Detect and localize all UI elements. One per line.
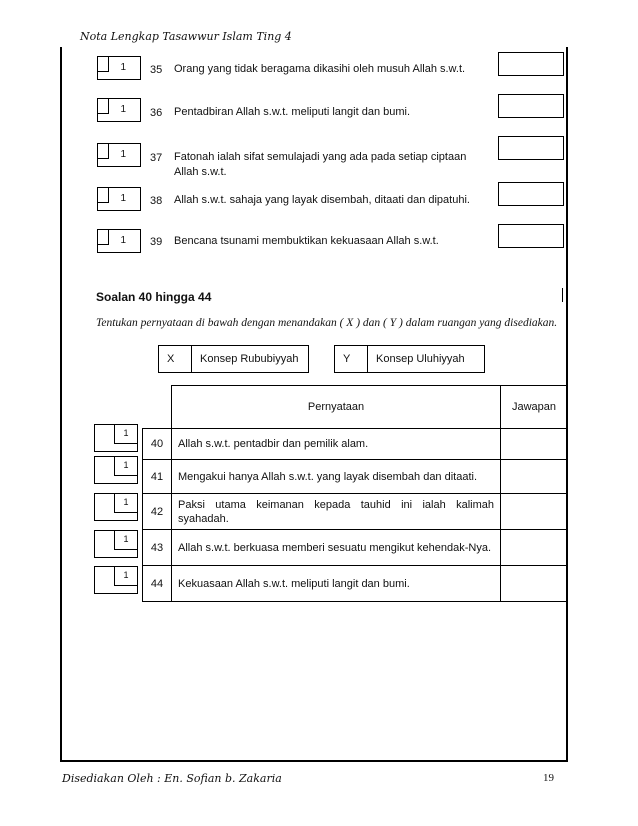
section-instruction: Tentukan pernyataan di bawah dengan menandakan ( X ) dan ( Y ) dalam ruangan yang disediakan. [96,317,558,329]
mark-value: 1 [114,567,137,586]
answer-box[interactable] [498,94,564,118]
table-row [143,566,568,602]
question-text: Allah s.w.t. sahaja yang layak disembah, ditaati dan dipatuhi. [174,194,470,206]
row-statement: Paksi utama keimanan kepada tauhid ini ialah kalimah syahadah. [172,494,501,530]
mark-box [94,493,138,521]
page-footer: Disediakan Oleh : En. Sofian b. Zakaria [62,772,282,785]
page-number: 19 [543,772,554,784]
page-header: Nota Lengkap Tasawwur Islam Ting 4 [80,30,292,43]
statement-table [142,385,568,602]
mark-value: 1 [120,104,126,115]
table-row [143,530,568,566]
mark-box [97,56,141,80]
question-number: 37 [150,152,163,164]
mark-value: 1 [120,149,126,160]
answer-box[interactable] [498,182,564,206]
mark-value: 1 [120,193,126,204]
table-row [143,494,568,530]
mark-value: 1 [114,531,137,550]
question-text: Orang yang tidak beragama dikasihi oleh musuh Allah s.w.t. [174,63,466,75]
question-text: Pentadbiran Allah s.w.t. meliputi langit dan bumi. [174,106,411,118]
question-number: 35 [150,64,163,76]
row-number: 43 [143,530,172,566]
row-number: 44 [143,566,172,602]
row-statement: Mengakui hanya Allah s.w.t. yang layak disembah dan ditaati. [172,460,501,494]
mark-box [97,143,141,167]
answer-cell[interactable] [501,460,568,494]
question-number: 39 [150,236,163,248]
mark-value: 1 [120,235,126,246]
mark-value: 1 [114,494,137,513]
legend-code: X [159,346,192,373]
mark-box [97,187,141,211]
table-row [143,429,568,460]
divider [562,288,563,302]
answer-cell[interactable] [501,566,568,602]
legend-code: Y [335,346,368,373]
mark-value: 1 [114,457,137,476]
table-row [143,460,568,494]
section-title: Soalan 40 hingga 44 [96,290,212,304]
legend-label: Konsep Uluhiyyah [368,346,485,373]
mark-box [94,530,138,558]
question-text: Fatonah ialah sifat semulajadi yang ada pada setiap ciptaan Allah s.w.t. [174,151,467,178]
answer-cell[interactable] [501,429,568,460]
answer-box[interactable] [498,224,564,248]
answer-cell[interactable] [501,530,568,566]
mark-box [97,98,141,122]
column-header-statement: Pernyataan [172,386,501,429]
legend-label: Konsep Rububiyyah [192,346,309,373]
row-number: 41 [143,460,172,494]
mark-box [94,566,138,594]
mark-box [94,456,138,484]
answer-box[interactable] [498,136,564,160]
mark-value: 1 [120,62,126,73]
row-number: 40 [143,429,172,460]
question-text: Bencana tsunami membuktikan kekuasaan Allah s.w.t. [174,235,439,247]
answer-cell[interactable] [501,494,568,530]
answer-box[interactable] [498,52,564,76]
legend-y [334,345,485,373]
row-statement: Allah s.w.t. pentadbir dan pemilik alam. [172,429,501,460]
mark-box [97,229,141,253]
table-header-row [143,386,568,429]
question-number: 38 [150,195,163,207]
mark-box [94,424,138,452]
legend-x [158,345,309,373]
question-number: 36 [150,107,163,119]
row-number: 42 [143,494,172,530]
row-statement: Allah s.w.t. berkuasa memberi sesuatu mengikut kehendak-Nya. [172,530,501,566]
row-statement: Kekuasaan Allah s.w.t. meliputi langit dan bumi. [172,566,501,602]
mark-value: 1 [114,425,137,444]
column-header-answer: Jawapan [501,386,568,429]
